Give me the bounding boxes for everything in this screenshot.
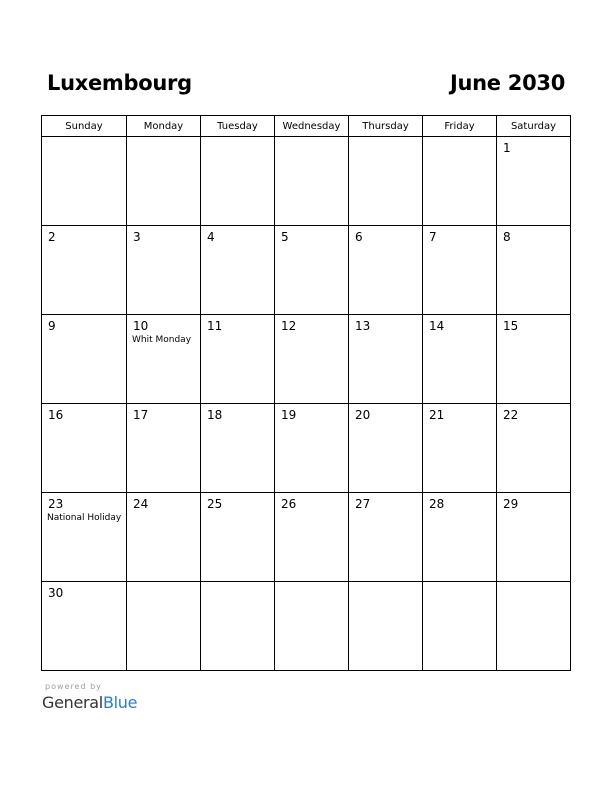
weekday-tuesday: Tuesday	[201, 116, 275, 137]
calendar-day-cell	[127, 226, 201, 315]
day-number: 14	[429, 319, 445, 333]
calendar-week-row	[42, 493, 571, 582]
day-number: 10	[133, 319, 149, 333]
weekday-saturday: Saturday	[497, 116, 571, 137]
weekday-monday: Monday	[127, 116, 201, 137]
day-number: 1	[503, 141, 511, 155]
powered-by-label: powered by	[45, 682, 102, 691]
weekday-sunday: Sunday	[42, 116, 127, 137]
calendar-day-cell	[349, 404, 423, 493]
day-number: 19	[281, 408, 297, 422]
calendar-day-cell	[42, 137, 127, 226]
calendar-month-title: June 2030	[449, 71, 565, 95]
day-number: 4	[207, 230, 215, 244]
calendar-day-cell	[349, 137, 423, 226]
calendar-day-cell	[201, 582, 275, 671]
calendar-grid	[41, 115, 571, 671]
day-number: 20	[355, 408, 371, 422]
calendar-day-cell	[201, 226, 275, 315]
calendar-day-cell	[127, 137, 201, 226]
day-number: 16	[48, 408, 64, 422]
day-number: 3	[133, 230, 141, 244]
weekday-thursday: Thursday	[349, 116, 423, 137]
day-number: 30	[48, 586, 64, 600]
weekday-wednesday: Wednesday	[275, 116, 349, 137]
day-number: 27	[355, 497, 371, 511]
calendar-day-cell	[275, 582, 349, 671]
day-number: 11	[207, 319, 223, 333]
day-number: 15	[503, 319, 519, 333]
calendar-day-cell	[497, 137, 571, 226]
calendar-day-cell	[275, 226, 349, 315]
holiday-label: Whit Monday	[132, 335, 192, 345]
calendar-day-cell	[42, 404, 127, 493]
calendar-day-cell	[349, 315, 423, 404]
day-number: 26	[281, 497, 297, 511]
calendar-day-cell	[349, 226, 423, 315]
day-number: 9	[48, 319, 56, 333]
brand-general-text: General	[42, 693, 103, 712]
calendar-day-cell	[423, 315, 497, 404]
day-number: 5	[281, 230, 289, 244]
day-number: 6	[355, 230, 363, 244]
calendar-day-cell	[275, 137, 349, 226]
calendar-week-row	[42, 315, 571, 404]
calendar-day-cell	[275, 315, 349, 404]
calendar-week-row	[42, 137, 571, 226]
calendar-day-cell	[42, 226, 127, 315]
calendar-day-cell	[42, 582, 127, 671]
calendar-day-cell	[423, 137, 497, 226]
day-number: 22	[503, 408, 519, 422]
calendar-day-cell	[275, 493, 349, 582]
calendar-day-cell	[423, 493, 497, 582]
day-number: 18	[207, 408, 223, 422]
calendar-day-cell	[497, 582, 571, 671]
calendar-day-cell	[423, 226, 497, 315]
weekday-friday: Friday	[423, 116, 497, 137]
day-number: 21	[429, 408, 445, 422]
day-number: 2	[48, 230, 56, 244]
calendar-day-cell	[275, 404, 349, 493]
day-number: 17	[133, 408, 149, 422]
day-number: 12	[281, 319, 297, 333]
day-number: 13	[355, 319, 371, 333]
calendar-day-cell	[201, 404, 275, 493]
holiday-label: National Holiday	[47, 513, 122, 523]
calendar-day-cell	[127, 315, 201, 404]
day-number: 29	[503, 497, 519, 511]
calendar-day-cell	[349, 582, 423, 671]
day-number: 24	[133, 497, 149, 511]
calendar-week-row	[42, 226, 571, 315]
calendar-day-cell	[497, 493, 571, 582]
calendar-day-cell	[201, 315, 275, 404]
calendar-day-cell	[423, 404, 497, 493]
calendar-day-cell	[423, 582, 497, 671]
calendar-day-cell	[497, 404, 571, 493]
day-number: 8	[503, 230, 511, 244]
generalblue-logo	[42, 693, 137, 712]
calendar-day-cell	[349, 493, 423, 582]
calendar-day-cell	[42, 315, 127, 404]
calendar-day-cell	[127, 404, 201, 493]
day-number: 23	[48, 497, 64, 511]
calendar-day-cell	[201, 493, 275, 582]
day-number: 7	[429, 230, 437, 244]
calendar-week-row	[42, 582, 571, 671]
calendar-week-row	[42, 404, 571, 493]
calendar-day-cell	[42, 493, 127, 582]
day-number: 25	[207, 497, 223, 511]
calendar-day-cell	[497, 226, 571, 315]
calendar-country-title: Luxembourg	[47, 71, 192, 95]
day-number: 28	[429, 497, 445, 511]
brand-blue-text: Blue	[102, 693, 138, 712]
weekday-header-row	[42, 116, 571, 137]
calendar-day-cell	[127, 493, 201, 582]
calendar-day-cell	[127, 582, 201, 671]
calendar-day-cell	[497, 315, 571, 404]
calendar-day-cell	[201, 137, 275, 226]
